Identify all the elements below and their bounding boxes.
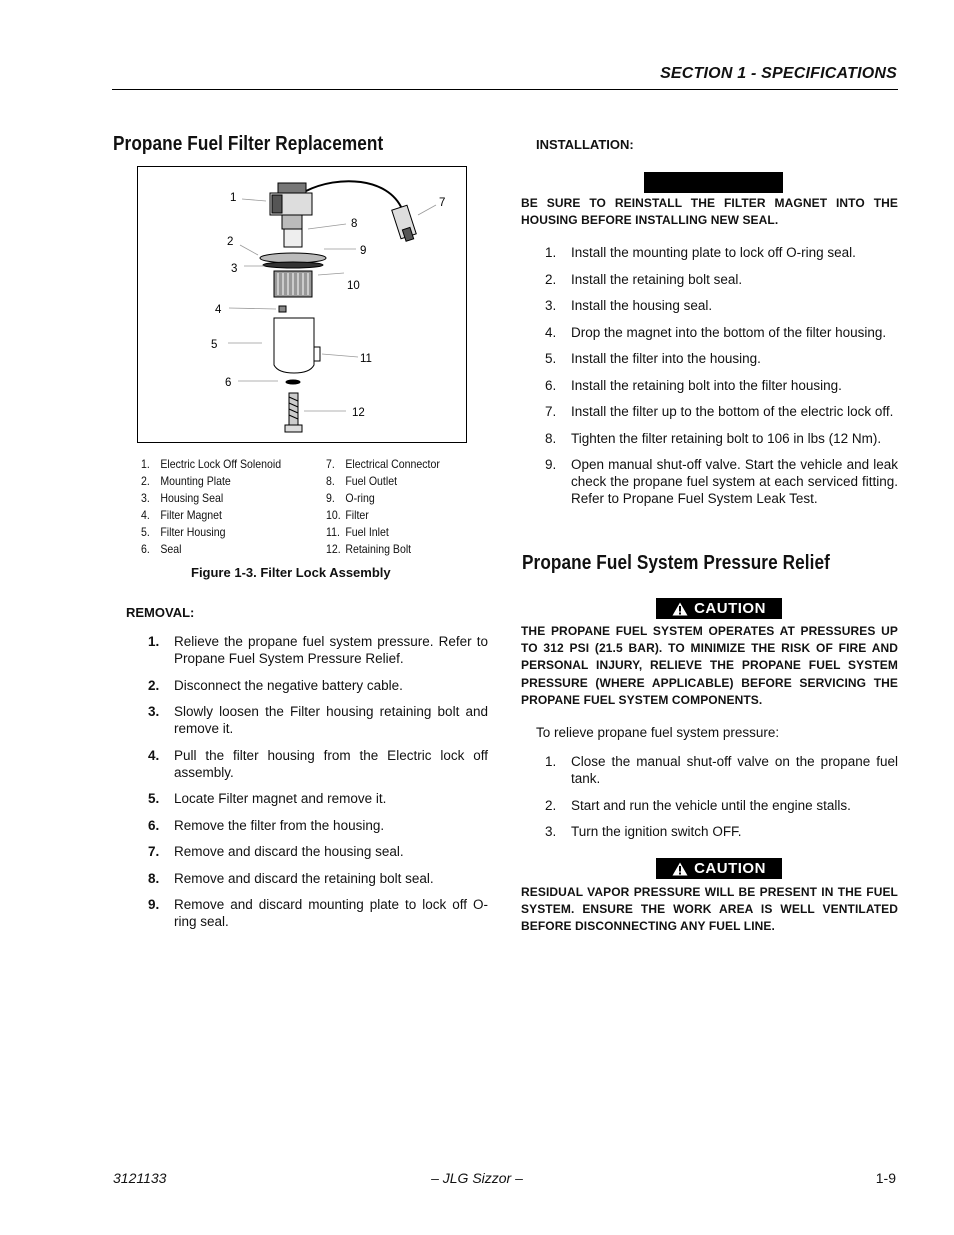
footer-page-number: 1-9 [875,1170,896,1186]
removal-steps [148,633,488,940]
caution-banner-1 [656,598,782,619]
legend-item: 9. O-ring [326,491,375,505]
list-item: 6. Install the retaining bolt into the filter housing. [545,377,842,393]
warning-banner [644,172,783,193]
list-item: 8. Tighten the filter retaining bolt to 106 in lbs (12 Nm). [545,430,882,446]
list-item: 1. Install the mounting plate to lock off O-ring seal. [545,245,856,260]
caution-label: CAUTION [694,860,766,877]
legend-item: 3. Housing Seal [141,491,224,505]
caution-text-1: THE PROPANE FUEL SYSTEM OPERATES AT PRESSURES UP TO 312 PSI (21.5 BAR). TO MINIMIZE THE RISK OF FIRE AND PERSONAL INJURY, RELIEVE THE PROPANE FUEL SYSTEM PRESSURE (WHERE APPLICABLE) BEFORE SERVICING THE PROPANE FUEL SYSTEM COMPONENTS. [521,624,898,707]
callout-9: 9 [360,245,367,257]
legend-item: 1. Electric Lock Off Solenoid [141,457,282,471]
list-item: 7. Install the filter up to the bottom of the electric lock off. [545,404,894,419]
list-item: 3. Install the housing seal. [545,298,713,313]
figure-legend-left [141,457,281,559]
caution-text-2: RESIDUAL VAPOR PRESSURE WILL BE PRESENT IN THE FUEL SYSTEM. ENSURE THE WORK AREA IS WELL VENTILATED BEFORE DISCONNECTING ANY FUEL LINE. [521,885,898,934]
list-item: 7. Remove and discard the housing seal. [148,844,404,859]
list-item: 2. Install the retaining bolt seal. [545,271,743,287]
install-steps [545,244,898,517]
install-warning-text: BE SURE TO REINSTALL THE FILTER MAGNET INTO THE HOUSING BEFORE INSTALLING NEW SEAL. [521,196,898,228]
header-rule [112,89,898,90]
callout-11: 11 [360,353,372,365]
legend-item: 11. Fuel Inlet [326,525,389,539]
filter-assembly-illustration [138,167,465,441]
list-item: 2. Disconnect the negative battery cable. [148,677,403,693]
callout-3: 3 [231,263,238,275]
callout-6: 6 [225,377,232,389]
list-item: 1. Close the manual shut-off valve on the propane fuel tank. [545,754,898,786]
callout-4: 4 [215,304,222,316]
list-item: 4. Pull the filter housing from the Electric lock off assembly. [148,747,488,780]
list-item: 5. Locate Filter magnet and remove it. [148,791,387,806]
list-item: 3. Turn the ignition switch OFF. [545,824,742,839]
callout-5: 5 [211,339,218,351]
list-item: 6. Remove the filter from the housing. [148,817,385,833]
legend-item: 2. Mounting Plate [141,474,231,488]
list-item: 1. Relieve the propane fuel system pressure. Refer to Propane Fuel System Pressure Relief. [148,634,488,666]
legend-item: 5. Filter Housing [141,525,226,539]
list-item: 3. Slowly loosen the Filter housing retaining bolt and remove it. [148,704,488,736]
callout-8: 8 [351,218,358,230]
legend-item: 12. Retaining Bolt [326,542,412,556]
callout-2: 2 [227,236,234,248]
relief-steps [545,753,898,850]
figure-legend-right [326,457,440,559]
legend-item: 8. Fuel Outlet [326,474,398,488]
list-item: 8. Remove and discard the retaining bolt seal. [148,870,434,886]
caution-label: CAUTION [694,600,766,617]
legend-item: 10. Filter [326,508,369,522]
warning-triangle-icon [672,862,688,876]
list-item: 5. Install the filter into the housing. [545,351,761,366]
installation-heading: INSTALLATION: [536,137,634,152]
legend-item: 4. Filter Magnet [141,508,222,522]
callout-7: 7 [439,197,446,209]
list-item: 4. Drop the magnet into the bottom of the filter housing. [545,324,887,340]
relief-intro: To relieve propane fuel system pressure: [536,725,780,740]
section-title: SECTION 1 - SPECIFICATIONS [660,65,897,82]
list-item: 9. Open manual shut-off valve. Start the vehicle and leak check the propane fuel system at each serviced fitting. Refer to Propane Fuel System Leak Test. [545,457,898,506]
filter-replacement-heading: Propane Fuel Filter Replacement [113,133,384,155]
callout-10: 10 [347,280,360,292]
legend-item: 7. Electrical Connector [326,457,440,471]
warning-triangle-icon [672,602,688,616]
caution-banner-2 [656,858,782,879]
pressure-relief-heading: Propane Fuel System Pressure Relief [522,552,830,574]
legend-item: 6. Seal [141,542,182,556]
list-item: 9. Remove and discard mounting plate to lock off O-ring seal. [148,897,488,929]
footer-doc-number: 3121133 [113,1170,167,1186]
footer-title: – JLG Sizzor – [431,1170,523,1186]
filter-lock-figure [137,166,467,443]
figure-caption: Figure 1-3. Filter Lock Assembly [191,565,391,580]
removal-heading: REMOVAL: [126,605,195,620]
callout-1: 1 [230,192,237,204]
list-item: 2. Start and run the vehicle until the engine stalls. [545,797,851,813]
callout-12: 12 [352,407,365,419]
